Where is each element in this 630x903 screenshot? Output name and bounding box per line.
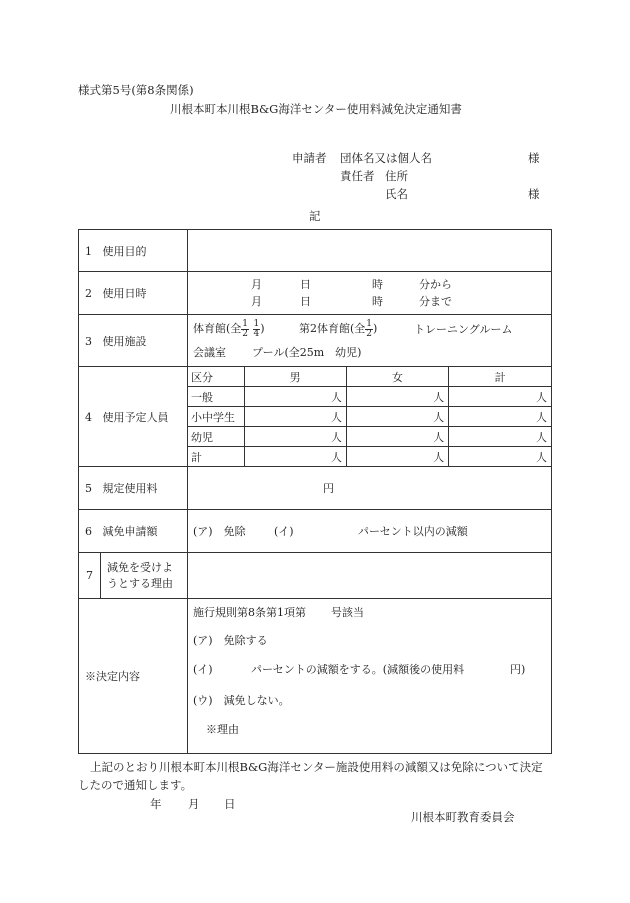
- male-count[interactable]: 人: [244, 427, 346, 447]
- datetime-label: 使用日時: [102, 287, 147, 300]
- female-count[interactable]: 人: [346, 407, 448, 427]
- row-number: 3: [85, 334, 92, 348]
- purpose-label-cell: [79, 230, 188, 272]
- footer-day: 日: [224, 797, 236, 811]
- decision-label: ※決定内容: [79, 599, 188, 754]
- people-header-row: [188, 367, 551, 387]
- dt-min-2: 分まで: [419, 295, 452, 308]
- people-subtable: [188, 367, 551, 466]
- footer-month: 月: [188, 797, 200, 811]
- people-label: 使用予定人員: [102, 410, 169, 424]
- row-reason: [79, 553, 552, 599]
- decision-option-exempt[interactable]: (ア) 免除する: [193, 634, 268, 647]
- reason-value-cell[interactable]: [188, 553, 552, 599]
- row-decision: [79, 599, 552, 754]
- row-people: [79, 367, 552, 467]
- facility-label: 使用施設: [102, 334, 147, 348]
- total-count[interactable]: 人: [449, 427, 551, 447]
- purpose-value-cell[interactable]: [188, 230, 552, 272]
- decision-reduce-unit: 円): [510, 663, 526, 676]
- row-purpose: [79, 230, 552, 272]
- request-reduce-text: パーセント以内の減額: [358, 525, 468, 538]
- dt-month-2: 月: [251, 295, 262, 308]
- row-number: 2: [85, 287, 92, 300]
- decision-rule: 施行規則第8条第1項第: [193, 606, 306, 619]
- fee-unit: 円: [323, 482, 334, 495]
- request-label: 減免申請額: [102, 525, 158, 538]
- dt-min-1: 分から: [419, 278, 452, 291]
- people-row-students: [188, 407, 551, 427]
- document-title: 川根本町本川根B&G海洋センター使用料減免決定通知書: [170, 102, 462, 116]
- dt-day-2: 日: [300, 295, 311, 308]
- decision-reason: ※理由: [206, 723, 239, 736]
- fee-label: 規定使用料: [102, 482, 158, 495]
- row-facility: [79, 315, 552, 367]
- footer-year: 年: [150, 797, 162, 811]
- facility-training-room: トレーニングルーム: [414, 323, 513, 336]
- facility-meeting-room: 会議室: [193, 346, 226, 359]
- row-number: 5: [85, 482, 92, 495]
- reason-label-line2: うとする理由: [107, 576, 173, 590]
- name-label: 氏名: [385, 187, 408, 201]
- address-label: 住所: [385, 169, 408, 183]
- gym1-suffix: ): [260, 322, 265, 335]
- decision-reduce-text: パーセントの減額をする。(減額後の使用料: [251, 663, 465, 676]
- applicant-label: 申請者: [292, 151, 327, 165]
- header-category: 区分: [188, 367, 244, 387]
- dt-day-1: 日: [300, 278, 311, 291]
- row-fee: [79, 467, 552, 510]
- honorific-1: 様: [528, 151, 540, 165]
- gym2-fraction: $\frac{1}{2}$: [366, 318, 373, 339]
- responsible-label: 責任者: [340, 169, 375, 183]
- people-row-infants: [188, 427, 551, 447]
- facility-line-1: [193, 319, 265, 339]
- row-request: [79, 510, 552, 553]
- dt-hour-1: 時: [372, 278, 383, 291]
- form-table: [78, 229, 552, 754]
- gym1-fraction-a: $\frac{1}{2}$: [242, 318, 249, 339]
- header-female: 女: [346, 367, 448, 387]
- decision-rule-suffix: 号該当: [331, 606, 364, 619]
- dt-month-1: 月: [251, 278, 262, 291]
- facility-pool: プール(全25m 幼児): [252, 346, 362, 359]
- footer-text-line1: 上記のとおり川根本町本川根B&G海洋センター施設使用料の減額又は免除について決定: [90, 760, 543, 774]
- request-value-cell[interactable]: [188, 510, 552, 553]
- gym2-prefix: 第2体育館(全: [299, 322, 366, 335]
- row-datetime: [79, 272, 552, 315]
- people-value-cell: [188, 367, 552, 467]
- male-count[interactable]: 人: [244, 447, 346, 467]
- facility-value-cell[interactable]: [188, 315, 552, 367]
- female-count[interactable]: 人: [346, 427, 448, 447]
- ki-heading: 記: [309, 209, 321, 223]
- group-name-label: 団体名又は個人名: [340, 151, 432, 165]
- row-label: 一般: [188, 387, 244, 407]
- decision-option-deny[interactable]: (ウ) 減免しない。: [193, 694, 290, 707]
- people-row-general: [188, 387, 551, 407]
- total-count[interactable]: 人: [449, 447, 551, 467]
- form-number: 様式第5号(第8条関係): [78, 83, 194, 97]
- reason-label-line1: 減免を受けよ: [107, 560, 173, 574]
- people-row-total: [188, 447, 551, 467]
- row-label: 幼児: [188, 427, 244, 447]
- header-total: 計: [449, 367, 551, 387]
- row-number: 4: [85, 410, 92, 424]
- row-number: 6: [85, 525, 92, 538]
- gym2-suffix: ): [373, 322, 378, 335]
- request-option-reduce[interactable]: (イ): [274, 525, 294, 538]
- row-number: 1: [85, 244, 92, 258]
- row-label: 計: [188, 447, 244, 467]
- request-option-exempt[interactable]: (ア) 免除: [193, 525, 246, 538]
- decision-value-cell: [188, 599, 552, 754]
- purpose-label: 使用目的: [102, 244, 147, 258]
- decision-option-reduce[interactable]: (イ): [193, 663, 213, 676]
- footer-text-line2: したので通知します。: [78, 778, 193, 792]
- facility-gym2: [299, 319, 377, 339]
- issuer: 川根本町教育委員会: [411, 810, 515, 824]
- gym1-prefix: 体育館(全: [193, 322, 242, 335]
- header-male: 男: [244, 367, 346, 387]
- row-label: 小中学生: [188, 407, 244, 427]
- male-count[interactable]: 人: [244, 387, 346, 407]
- dt-hour-2: 時: [372, 295, 383, 308]
- honorific-2: 様: [528, 187, 540, 201]
- gym1-fraction-b: $\frac{1}{4}$: [253, 318, 260, 339]
- row-number: 7: [79, 553, 101, 598]
- female-count[interactable]: 人: [346, 447, 448, 467]
- male-count[interactable]: 人: [244, 407, 346, 427]
- fee-value-cell[interactable]: [188, 467, 552, 510]
- female-count[interactable]: 人: [346, 387, 448, 407]
- datetime-value-cell[interactable]: [188, 272, 552, 315]
- total-count[interactable]: 人: [449, 407, 551, 427]
- total-count[interactable]: 人: [449, 387, 551, 407]
